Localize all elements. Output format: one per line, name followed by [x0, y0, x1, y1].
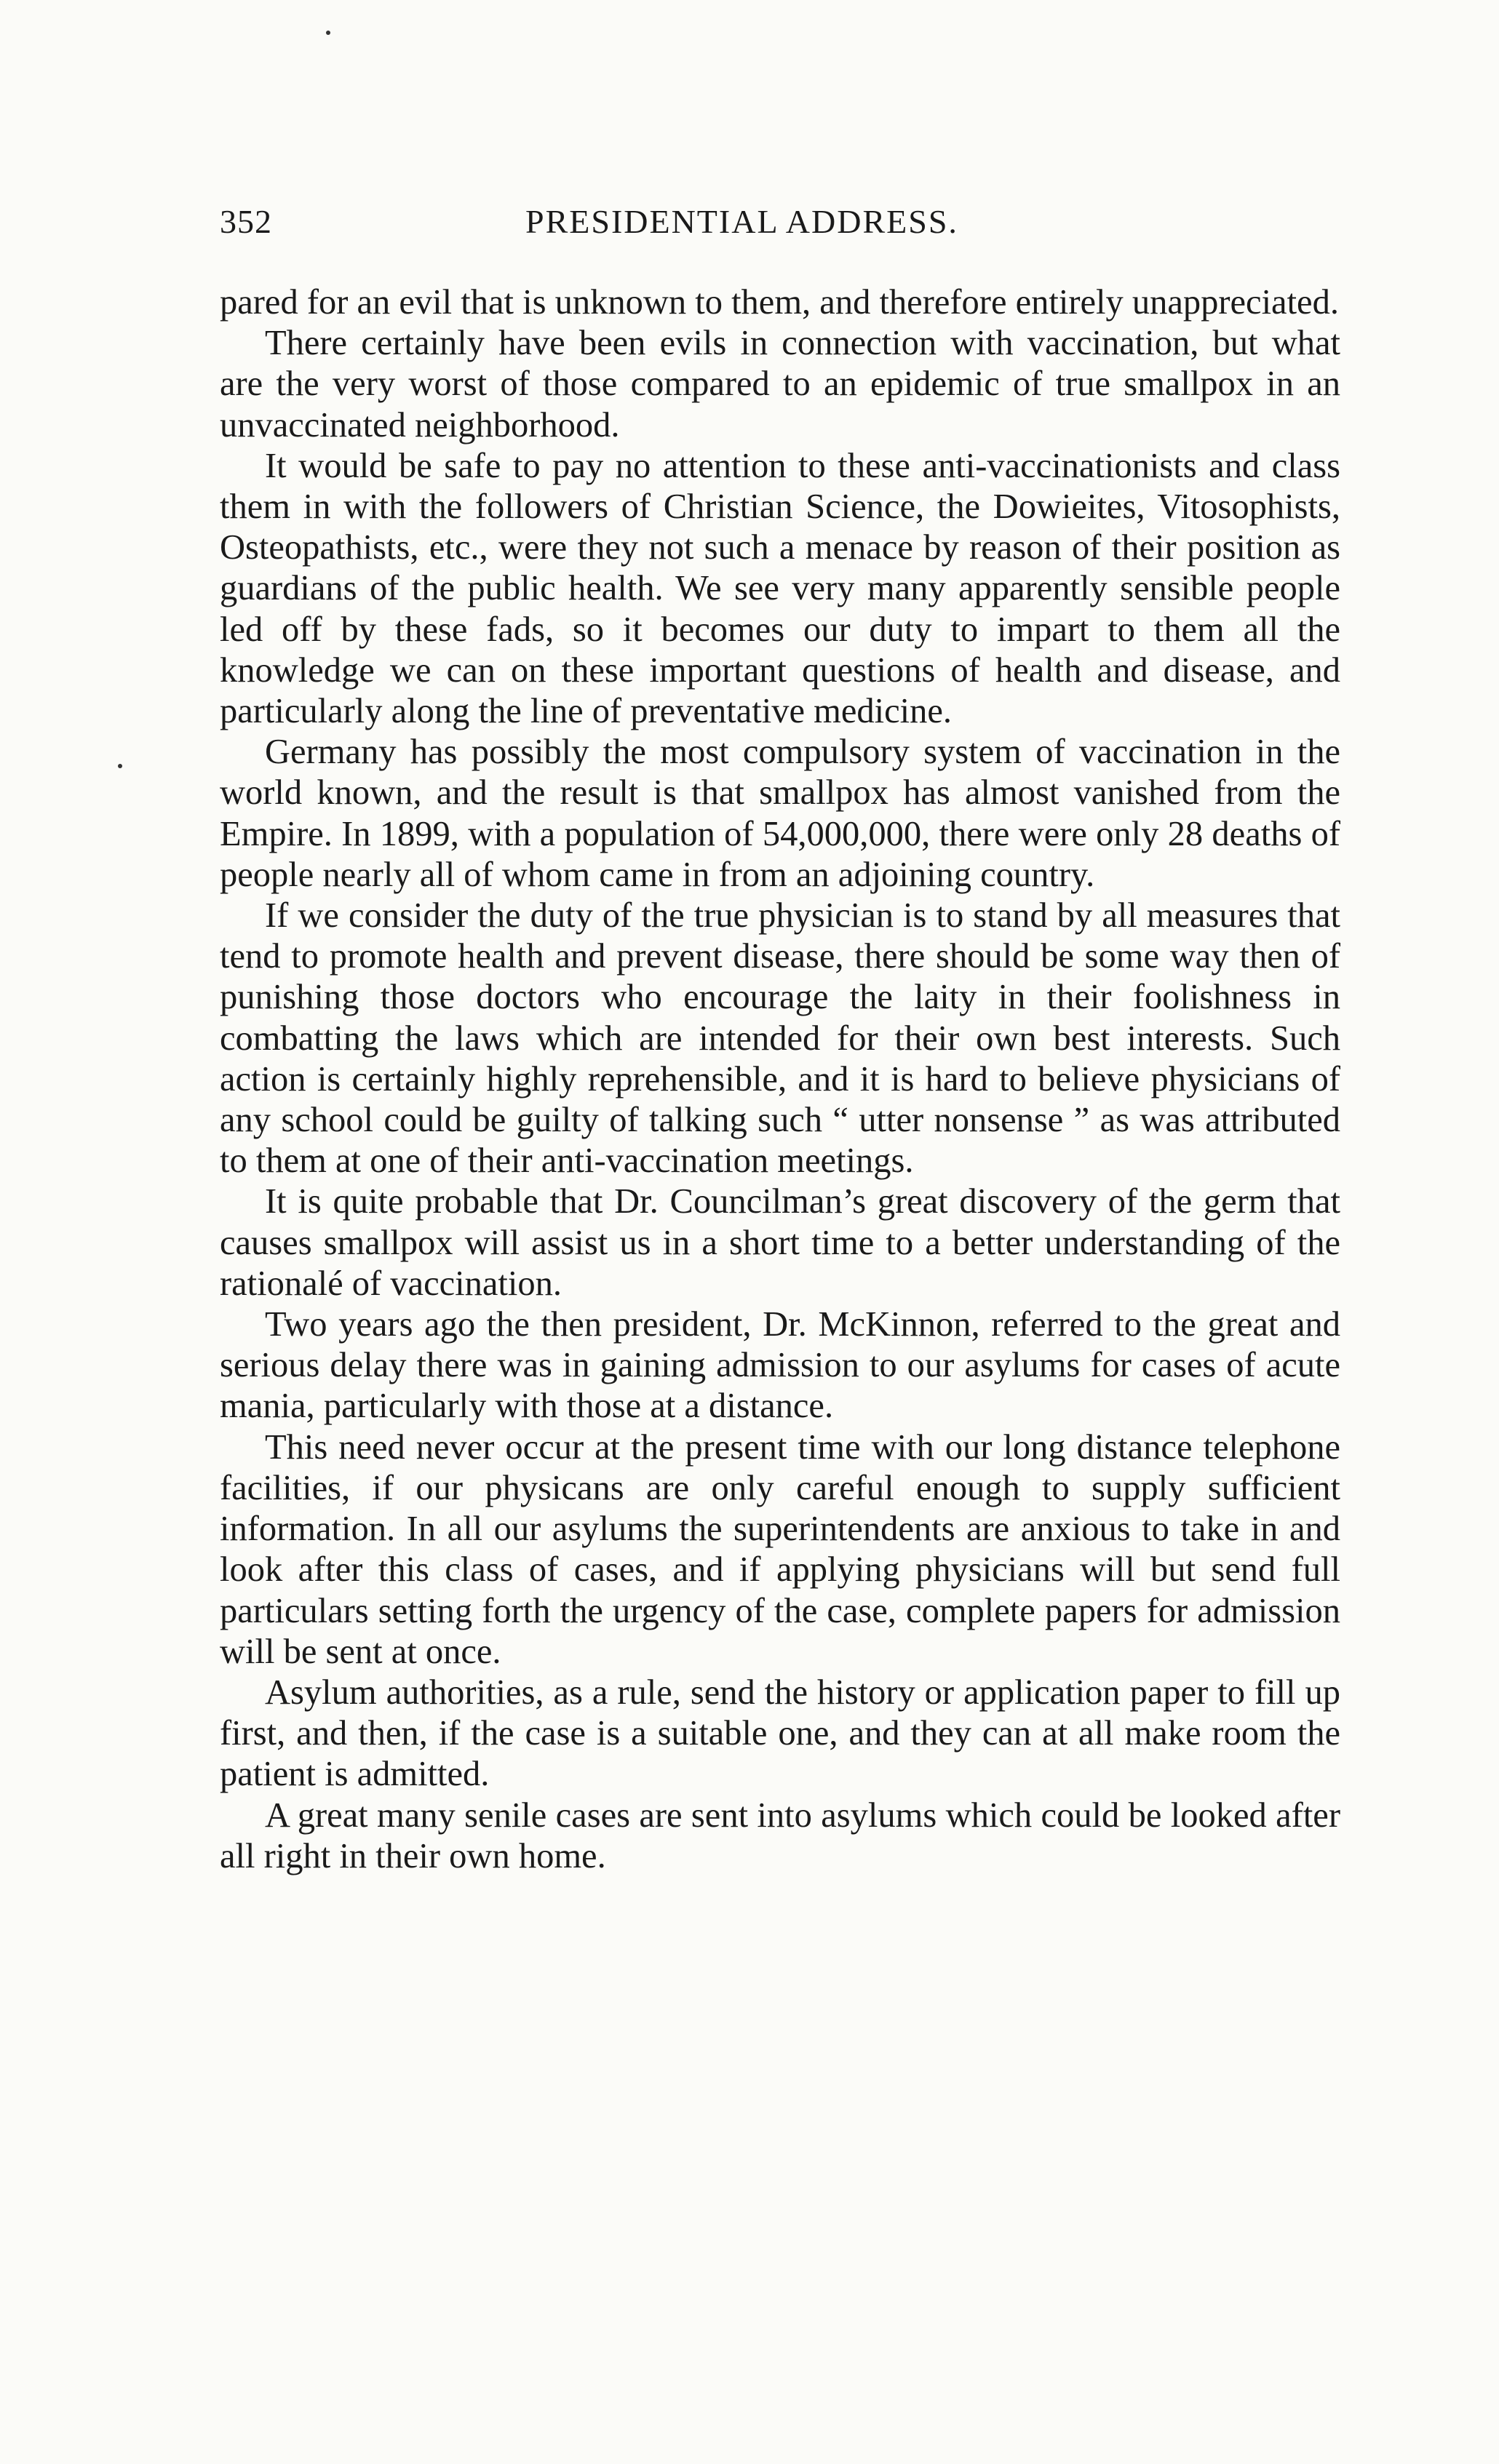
body-text — [220, 282, 1340, 1877]
page-header — [220, 202, 1340, 253]
stray-ink-mark — [326, 31, 330, 35]
paragraph: Germany has possibly the most compulsory system of vaccination in the world known, and the result is that smallpox has almost vanished from the Empire. In 1899, with a population of 54,000,000, there were only 28 deaths of people nearly all of whom came in from an adjoining country. — [220, 733, 1340, 894]
page-number: 352 — [220, 203, 272, 240]
stray-ink-mark — [118, 764, 122, 768]
paragraph: This need never occur at the present time with our long distance telephone facilities, if our physicans are only careful enough to supply sufficient information. In all our asylums the superintendents are anxious to take in and look after this class of cases, and if applying physicians will but send full particulars setting forth the urgency of the case, complete papers for admission will be sent at once. — [220, 1427, 1340, 1671]
paragraph: A great many senile cases are sent into asylums which could be looked after all right in their own home. — [220, 1795, 1340, 1875]
paragraph: pared for an evil that is unknown to them, and therefore entirely unappreciated. — [220, 283, 1339, 322]
paragraph: It is quite probable that Dr. Councilman’s great discovery of the germ that causes smallpox will assist us in a short time to a better understanding of the rationalé of vaccination. — [220, 1182, 1340, 1303]
paragraph: It would be safe to pay no attention to these anti-vaccinationists and class them in with the followers of Christian Science, the Dowieites, Vitosophists, Osteopathists, etc., were they not such a menace by reason of their position as guardians of the public health. We see very many apparently sensible people led off by these fads, so it becomes our duty to impart to them all the knowledge we can on these important questions of health and disease, and particularly along the line of preventative medicine. — [220, 446, 1340, 731]
paragraph: Two years ago the then president, Dr. McKinnon, referred to the great and serious delay there was in gaining admission to our asylums for cases of acute mania, particularly with those at a distance. — [220, 1305, 1340, 1426]
paragraph: Asylum authorities, as a rule, send the history or application paper to fill up first, and then, if the case is a suitable one, and they can at all make room the patient is admitted. — [220, 1672, 1340, 1794]
paragraph: There certainly have been evils in connection with vaccination, but what are the very worst of those compared to an epidemic of true smallpox in an unvaccinated neighborhood. — [220, 324, 1340, 444]
paragraph: If we consider the duty of the true physician is to stand by all measures that tend to promote health and prevent disease, there should be some way then of punishing those doctors who encourage the laity in their foolishness in combatting the laws which are intended for their own best interests. Such action is certainly highly reprehensible, and it is hard to believe physicians of any school could be guilty of talking such “ utter nonsense ” as was attributed to them at one of their anti-vaccination meetings. — [220, 896, 1340, 1181]
running-head: PRESIDENTIAL ADDRESS. — [525, 203, 958, 240]
